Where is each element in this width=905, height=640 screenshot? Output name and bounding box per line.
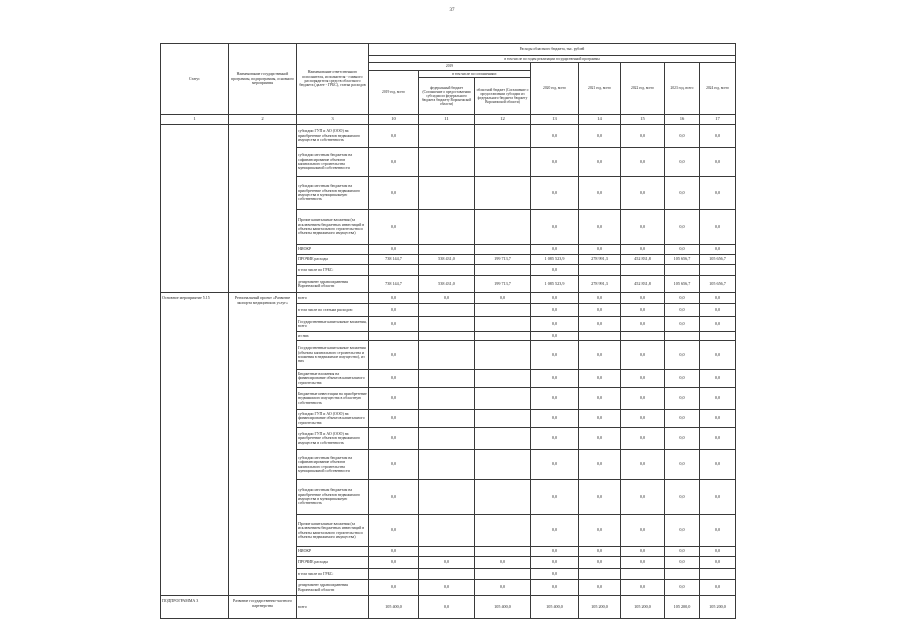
value-2019-federal-cell [419, 245, 475, 255]
value-2020-total-cell: 0,0 [531, 148, 579, 177]
value-2020-total-cell: 0,0 [531, 450, 579, 480]
value-2019-total-cell: 0,0 [369, 125, 419, 148]
value-2020-total-cell: 0,0 [531, 210, 579, 245]
value-2019-total-cell: 0,0 [369, 341, 419, 370]
expense-item-cell: субсидии местным бюджетам на приобретение объектов недвижимого имущества в муниципальную собственность [297, 480, 369, 515]
header-budget-expenses: Расходы областного бюджета, тыс. рублей [369, 44, 736, 56]
value-2019-federal-cell [419, 515, 475, 547]
expense-item-cell: из них [297, 332, 369, 341]
value-2020-total-cell: 0,0 [531, 341, 579, 370]
program-name-cell [229, 125, 297, 293]
value-2024-total-cell: 0,0 [700, 388, 736, 410]
value-2020-total-cell: 0,0 [531, 265, 579, 276]
value-2020-total-cell: 0,0 [531, 245, 579, 255]
column-number: 16 [665, 115, 700, 125]
value-2019-total-cell: 0,0 [369, 370, 419, 388]
value-2020-total-cell: 0,0 [531, 293, 579, 304]
value-2020-total-cell: 105 400,0 [531, 596, 579, 619]
value-2019-total-cell: 0,0 [369, 210, 419, 245]
value-2023-total-cell: 0,0 [665, 547, 700, 557]
value-2020-total-cell: 0,0 [531, 125, 579, 148]
value-2024-total-cell: 0,0 [700, 317, 736, 332]
value-2023-total-cell [665, 332, 700, 341]
value-2021-total-cell: 0,0 [579, 480, 621, 515]
expense-item-cell: всего [297, 596, 369, 619]
value-2021-total-cell: 0,0 [579, 245, 621, 255]
value-2021-total-cell: 0,0 [579, 317, 621, 332]
table-body [161, 125, 736, 619]
value-2022-total-cell: 0,0 [621, 388, 665, 410]
expense-item-cell: Бюджетные вложения на финансирование объектов капитального строительства [297, 370, 369, 388]
header-by-years: в том числе по годам реализации государственной программы [369, 56, 736, 63]
budget-expenses-table [160, 43, 736, 619]
value-2023-total-cell: 105 656,7 [665, 276, 700, 293]
value-2024-total-cell: 0,0 [700, 293, 736, 304]
column-number: 13 [531, 115, 579, 125]
value-2019-regional-cell [475, 317, 531, 332]
value-2022-total-cell: 0,0 [621, 370, 665, 388]
value-2022-total-cell: 452 831,8 [621, 255, 665, 265]
value-2020-total-cell: 0,0 [531, 557, 579, 569]
value-2024-total-cell: 0,0 [700, 428, 736, 450]
value-2024-total-cell: 0,0 [700, 547, 736, 557]
value-2019-regional-cell [475, 370, 531, 388]
value-2019-regional-cell: 199 713,7 [475, 276, 531, 293]
value-2023-total-cell: 0,0 [665, 341, 700, 370]
value-2019-regional-cell [475, 388, 531, 410]
value-2024-total-cell: 0,0 [700, 210, 736, 245]
expense-item-cell: департамент здравоохранения Воронежской области [297, 276, 369, 293]
value-2019-regional-cell: 0,0 [475, 557, 531, 569]
value-2019-regional-cell [475, 341, 531, 370]
value-2023-total-cell: 0,0 [665, 245, 700, 255]
value-2024-total-cell: 0,0 [700, 148, 736, 177]
value-2019-regional-cell: 105 400,0 [475, 596, 531, 619]
value-2019-total-cell: 0,0 [369, 480, 419, 515]
value-2022-total-cell: 0,0 [621, 428, 665, 450]
header-responsible-executor: Наименование ответственного исполнителя, исполнителя - главного распорядителя средств областного бюджета (далее - ГРБС), статьи расходов [297, 44, 369, 115]
value-2019-regional-cell [475, 245, 531, 255]
program-name-cell: Региональный проект «Развитие экспорта медицинских услуг» [229, 293, 297, 596]
header-2021-total: 2021 год, всего [579, 63, 621, 115]
column-number: 2 [229, 115, 297, 125]
table-row [161, 596, 736, 619]
value-2022-total-cell [621, 332, 665, 341]
value-2024-total-cell: 0,0 [700, 557, 736, 569]
value-2020-total-cell: 1 085 523,9 [531, 255, 579, 265]
value-2024-total-cell: 105 656,7 [700, 255, 736, 265]
value-2021-total-cell [579, 569, 621, 580]
value-2019-federal-cell [419, 265, 475, 276]
expense-item-cell: ПРОЧИЕ расходы [297, 557, 369, 569]
value-2019-regional-cell [475, 148, 531, 177]
value-2021-total-cell [579, 332, 621, 341]
program-name-cell: Развитие государственно-частного партнерства [229, 596, 297, 619]
value-2020-total-cell: 0,0 [531, 569, 579, 580]
value-2024-total-cell: 0,0 [700, 450, 736, 480]
value-2024-total-cell: 0,0 [700, 125, 736, 148]
expense-item-cell: НИОКР [297, 245, 369, 255]
expense-item-cell: Бюджетные инвестиции на приобретение недвижимого имущества в областную собственность [297, 388, 369, 410]
value-2019-federal-cell: 0,0 [419, 596, 475, 619]
value-2019-federal-cell: 538 431,0 [419, 255, 475, 265]
value-2019-regional-cell: 0,0 [475, 580, 531, 596]
value-2021-total-cell: 0,0 [579, 515, 621, 547]
value-2019-total-cell: 0,0 [369, 450, 419, 480]
column-number: 14 [579, 115, 621, 125]
value-2019-regional-cell: 199 713,7 [475, 255, 531, 265]
value-2024-total-cell: 0,0 [700, 515, 736, 547]
expense-item-cell: в том числе по ГРБС: [297, 569, 369, 580]
expense-item-cell: субсидии местным бюджетам на софинансирование объектов капитального строительства муниципальной собственности [297, 148, 369, 177]
value-2019-regional-cell [475, 304, 531, 317]
value-2023-total-cell [665, 265, 700, 276]
value-2019-federal-cell: 0,0 [419, 580, 475, 596]
value-2023-total-cell: 0,0 [665, 210, 700, 245]
value-2019-regional-cell [475, 428, 531, 450]
header-2020-total: 2020 год, всего [531, 63, 579, 115]
header-2023-total: 2023 год, всего [665, 63, 700, 115]
value-2019-federal-cell [419, 569, 475, 580]
expense-item-cell: Прочие капитальные вложения (за исключением бюджетных инвестиций в объекты капитального строительства и объекты недвижимого имущества) [297, 210, 369, 245]
value-2019-regional-cell [475, 547, 531, 557]
value-2019-regional-cell [475, 210, 531, 245]
value-2022-total-cell: 0,0 [621, 148, 665, 177]
value-2020-total-cell: 0,0 [531, 515, 579, 547]
value-2019-total-cell: 0,0 [369, 148, 419, 177]
value-2019-regional-cell [475, 515, 531, 547]
expense-item-cell: субсидии ГУП и АО (ООО) на финансирование объектов капитального строительства [297, 410, 369, 428]
value-2021-total-cell: 0,0 [579, 370, 621, 388]
value-2021-total-cell: 105 200,0 [579, 596, 621, 619]
value-2019-federal-cell: 538 431,0 [419, 276, 475, 293]
value-2020-total-cell: 0,0 [531, 304, 579, 317]
value-2019-total-cell: 0,0 [369, 177, 419, 210]
value-2022-total-cell: 0,0 [621, 515, 665, 547]
value-2019-federal-cell [419, 148, 475, 177]
value-2021-total-cell: 0,0 [579, 293, 621, 304]
value-2019-federal-cell [419, 210, 475, 245]
value-2024-total-cell: 0,0 [700, 410, 736, 428]
value-2020-total-cell: 0,0 [531, 480, 579, 515]
value-2019-federal-cell [419, 304, 475, 317]
value-2021-total-cell: 0,0 [579, 428, 621, 450]
value-2023-total-cell: 105 656,7 [665, 255, 700, 265]
value-2019-regional-cell [475, 480, 531, 515]
value-2023-total-cell: 0,0 [665, 515, 700, 547]
value-2019-total-cell [369, 332, 419, 341]
value-2023-total-cell: 0,0 [665, 148, 700, 177]
value-2019-federal-cell [419, 370, 475, 388]
value-2019-federal-cell [419, 317, 475, 332]
value-2023-total-cell: 0,0 [665, 557, 700, 569]
column-number: 11 [419, 115, 475, 125]
value-2023-total-cell: 0,0 [665, 428, 700, 450]
value-2022-total-cell: 452 831,8 [621, 276, 665, 293]
status-cell: Основное мероприятие 5.15 [161, 293, 229, 596]
value-2023-total-cell: 0,0 [665, 388, 700, 410]
value-2019-total-cell [369, 569, 419, 580]
table-row [161, 125, 736, 148]
value-2019-regional-cell [475, 410, 531, 428]
value-2023-total-cell: 0,0 [665, 125, 700, 148]
expense-item-cell: Государственные капитальные вложения, всего [297, 317, 369, 332]
header-status: Статус [161, 44, 229, 115]
value-2024-total-cell: 0,0 [700, 370, 736, 388]
value-2020-total-cell: 0,0 [531, 580, 579, 596]
value-2022-total-cell: 105 200,0 [621, 596, 665, 619]
column-number-row [161, 115, 736, 125]
value-2022-total-cell: 0,0 [621, 341, 665, 370]
value-2019-regional-cell [475, 450, 531, 480]
value-2019-total-cell: 0,0 [369, 515, 419, 547]
value-2019-federal-cell [419, 332, 475, 341]
value-2019-federal-cell: 0,0 [419, 293, 475, 304]
value-2023-total-cell: 0,0 [665, 480, 700, 515]
expense-item-cell: НИОКР [297, 547, 369, 557]
header-federal-budget: федеральный бюджет (Соглашение о предоставлении субсидии из федерального бюджета бюджету Воронежской области) [419, 78, 475, 115]
header-by-agreements: в том числе по соглашениям: [419, 71, 531, 78]
value-2024-total-cell: 0,0 [700, 304, 736, 317]
value-2019-federal-cell [419, 450, 475, 480]
expense-item-cell: субсидии ГУП и АО (ООО) на приобретение объектов недвижимого имущества в собственность [297, 428, 369, 450]
value-2019-regional-cell [475, 265, 531, 276]
header-program-name: Наименование государственной программы, подпрограммы, основного мероприятия [229, 44, 297, 115]
value-2023-total-cell: 0,0 [665, 450, 700, 480]
value-2021-total-cell: 0,0 [579, 177, 621, 210]
value-2021-total-cell: 0,0 [579, 557, 621, 569]
column-number: 10 [369, 115, 419, 125]
column-number: 12 [475, 115, 531, 125]
status-cell: ПОДПРОГРАММА 3 [161, 596, 229, 619]
header-2022-total: 2022 год, всего [621, 63, 665, 115]
value-2020-total-cell: 1 085 523,9 [531, 276, 579, 293]
value-2021-total-cell: 0,0 [579, 304, 621, 317]
value-2022-total-cell: 0,0 [621, 450, 665, 480]
value-2023-total-cell: 0,0 [665, 370, 700, 388]
expense-item-cell: Государственные капитальные вложения (объекты капитального строительства и вложения в недвижимое имущество), из них [297, 341, 369, 370]
header-2024-total: 2024 год, всего [700, 63, 736, 115]
value-2021-total-cell: 0,0 [579, 148, 621, 177]
value-2022-total-cell [621, 569, 665, 580]
value-2024-total-cell: 105 656,7 [700, 276, 736, 293]
expense-item-cell: ПРОЧИЕ расходы [297, 255, 369, 265]
value-2022-total-cell: 0,0 [621, 304, 665, 317]
value-2021-total-cell: 0,0 [579, 341, 621, 370]
column-number: 15 [621, 115, 665, 125]
value-2023-total-cell: 0,0 [665, 317, 700, 332]
value-2024-total-cell: 0,0 [700, 341, 736, 370]
value-2022-total-cell: 0,0 [621, 547, 665, 557]
value-2019-total-cell: 738 144,7 [369, 276, 419, 293]
value-2019-federal-cell [419, 177, 475, 210]
expense-item-cell: субсидии местным бюджетам на приобретение объектов недвижимого имущества в муниципальную собственность [297, 177, 369, 210]
expense-item-cell: Прочие капитальные вложения (за исключением бюджетных инвестиций в объекты капитального строительства и объекты недвижимого имущества) [297, 515, 369, 547]
value-2022-total-cell: 0,0 [621, 557, 665, 569]
value-2019-regional-cell [475, 332, 531, 341]
value-2019-regional-cell [475, 177, 531, 210]
value-2024-total-cell [700, 569, 736, 580]
value-2021-total-cell: 0,0 [579, 388, 621, 410]
value-2024-total-cell: 0,0 [700, 480, 736, 515]
value-2022-total-cell: 0,0 [621, 580, 665, 596]
value-2019-federal-cell [419, 341, 475, 370]
table-row [161, 293, 736, 304]
value-2020-total-cell: 0,0 [531, 410, 579, 428]
value-2020-total-cell: 0,0 [531, 332, 579, 341]
value-2020-total-cell: 0,0 [531, 388, 579, 410]
column-number: 3 [297, 115, 369, 125]
value-2024-total-cell [700, 332, 736, 341]
value-2019-total-cell: 0,0 [369, 557, 419, 569]
value-2021-total-cell: 278 991,3 [579, 255, 621, 265]
value-2023-total-cell: 0,0 [665, 177, 700, 210]
value-2019-total-cell: 0,0 [369, 317, 419, 332]
value-2022-total-cell: 0,0 [621, 245, 665, 255]
expense-item-cell: субсидии ГУП и АО (ООО) на приобретение объектов недвижимого имущества в собственность [297, 125, 369, 148]
header-regional-budget: областной бюджет (Соглашение о предоставлении субсидии из федерального бюджета бюджету Воронежской области) [475, 78, 531, 115]
value-2024-total-cell: 0,0 [700, 177, 736, 210]
expense-item-cell: департамент здравоохранения Воронежской области [297, 580, 369, 596]
table-header [161, 44, 736, 125]
expense-item-cell: субсидии местным бюджетам на софинансирование объектов капитального строительства муниципальной собственности [297, 450, 369, 480]
value-2019-total-cell: 0,0 [369, 304, 419, 317]
value-2019-federal-cell [419, 410, 475, 428]
value-2019-total-cell: 0,0 [369, 580, 419, 596]
value-2019-regional-cell [475, 125, 531, 148]
value-2019-total-cell [369, 265, 419, 276]
value-2023-total-cell: 0,0 [665, 304, 700, 317]
value-2019-federal-cell [419, 125, 475, 148]
value-2023-total-cell: 105 200,0 [665, 596, 700, 619]
value-2019-total-cell: 0,0 [369, 245, 419, 255]
value-2019-total-cell: 105 400,0 [369, 596, 419, 619]
value-2019-regional-cell: 0,0 [475, 293, 531, 304]
value-2019-total-cell: 0,0 [369, 388, 419, 410]
expense-item-cell: всего [297, 293, 369, 304]
status-cell [161, 125, 229, 293]
header-2019-total: 2019 год, всего [369, 71, 419, 115]
value-2019-total-cell: 0,0 [369, 547, 419, 557]
value-2022-total-cell [621, 265, 665, 276]
value-2020-total-cell: 0,0 [531, 177, 579, 210]
value-2022-total-cell: 0,0 [621, 317, 665, 332]
value-2021-total-cell: 0,0 [579, 450, 621, 480]
value-2021-total-cell [579, 265, 621, 276]
value-2019-total-cell: 0,0 [369, 410, 419, 428]
value-2019-total-cell: 0,0 [369, 293, 419, 304]
value-2019-regional-cell [475, 569, 531, 580]
value-2020-total-cell: 0,0 [531, 428, 579, 450]
value-2019-federal-cell [419, 547, 475, 557]
value-2019-federal-cell [419, 388, 475, 410]
value-2023-total-cell: 0,0 [665, 293, 700, 304]
header-year-2019: 2019 [369, 63, 531, 71]
value-2020-total-cell: 0,0 [531, 547, 579, 557]
value-2023-total-cell [665, 569, 700, 580]
value-2022-total-cell: 0,0 [621, 293, 665, 304]
header-row [161, 44, 736, 56]
column-number: 1 [161, 115, 229, 125]
column-number: 17 [700, 115, 736, 125]
value-2023-total-cell: 0,0 [665, 410, 700, 428]
value-2021-total-cell: 0,0 [579, 547, 621, 557]
value-2024-total-cell [700, 265, 736, 276]
expense-item-cell: в том числе по ГРБС: [297, 265, 369, 276]
value-2024-total-cell: 0,0 [700, 245, 736, 255]
value-2022-total-cell: 0,0 [621, 125, 665, 148]
value-2022-total-cell: 0,0 [621, 177, 665, 210]
value-2023-total-cell: 0,0 [665, 580, 700, 596]
value-2020-total-cell: 0,0 [531, 317, 579, 332]
value-2021-total-cell: 0,0 [579, 410, 621, 428]
value-2020-total-cell: 0,0 [531, 370, 579, 388]
value-2019-total-cell: 738 144,7 [369, 255, 419, 265]
value-2021-total-cell: 278 991,3 [579, 276, 621, 293]
value-2022-total-cell: 0,0 [621, 410, 665, 428]
value-2019-federal-cell: 0,0 [419, 557, 475, 569]
value-2021-total-cell: 0,0 [579, 125, 621, 148]
value-2024-total-cell: 105 200,0 [700, 596, 736, 619]
value-2022-total-cell: 0,0 [621, 480, 665, 515]
value-2019-federal-cell [419, 428, 475, 450]
value-2019-federal-cell [419, 480, 475, 515]
value-2019-total-cell: 0,0 [369, 428, 419, 450]
value-2022-total-cell: 0,0 [621, 210, 665, 245]
expense-item-cell: в том числе по статьям расходов: [297, 304, 369, 317]
value-2021-total-cell: 0,0 [579, 580, 621, 596]
value-2021-total-cell: 0,0 [579, 210, 621, 245]
page-number: 37 [449, 8, 455, 13]
value-2024-total-cell: 0,0 [700, 580, 736, 596]
